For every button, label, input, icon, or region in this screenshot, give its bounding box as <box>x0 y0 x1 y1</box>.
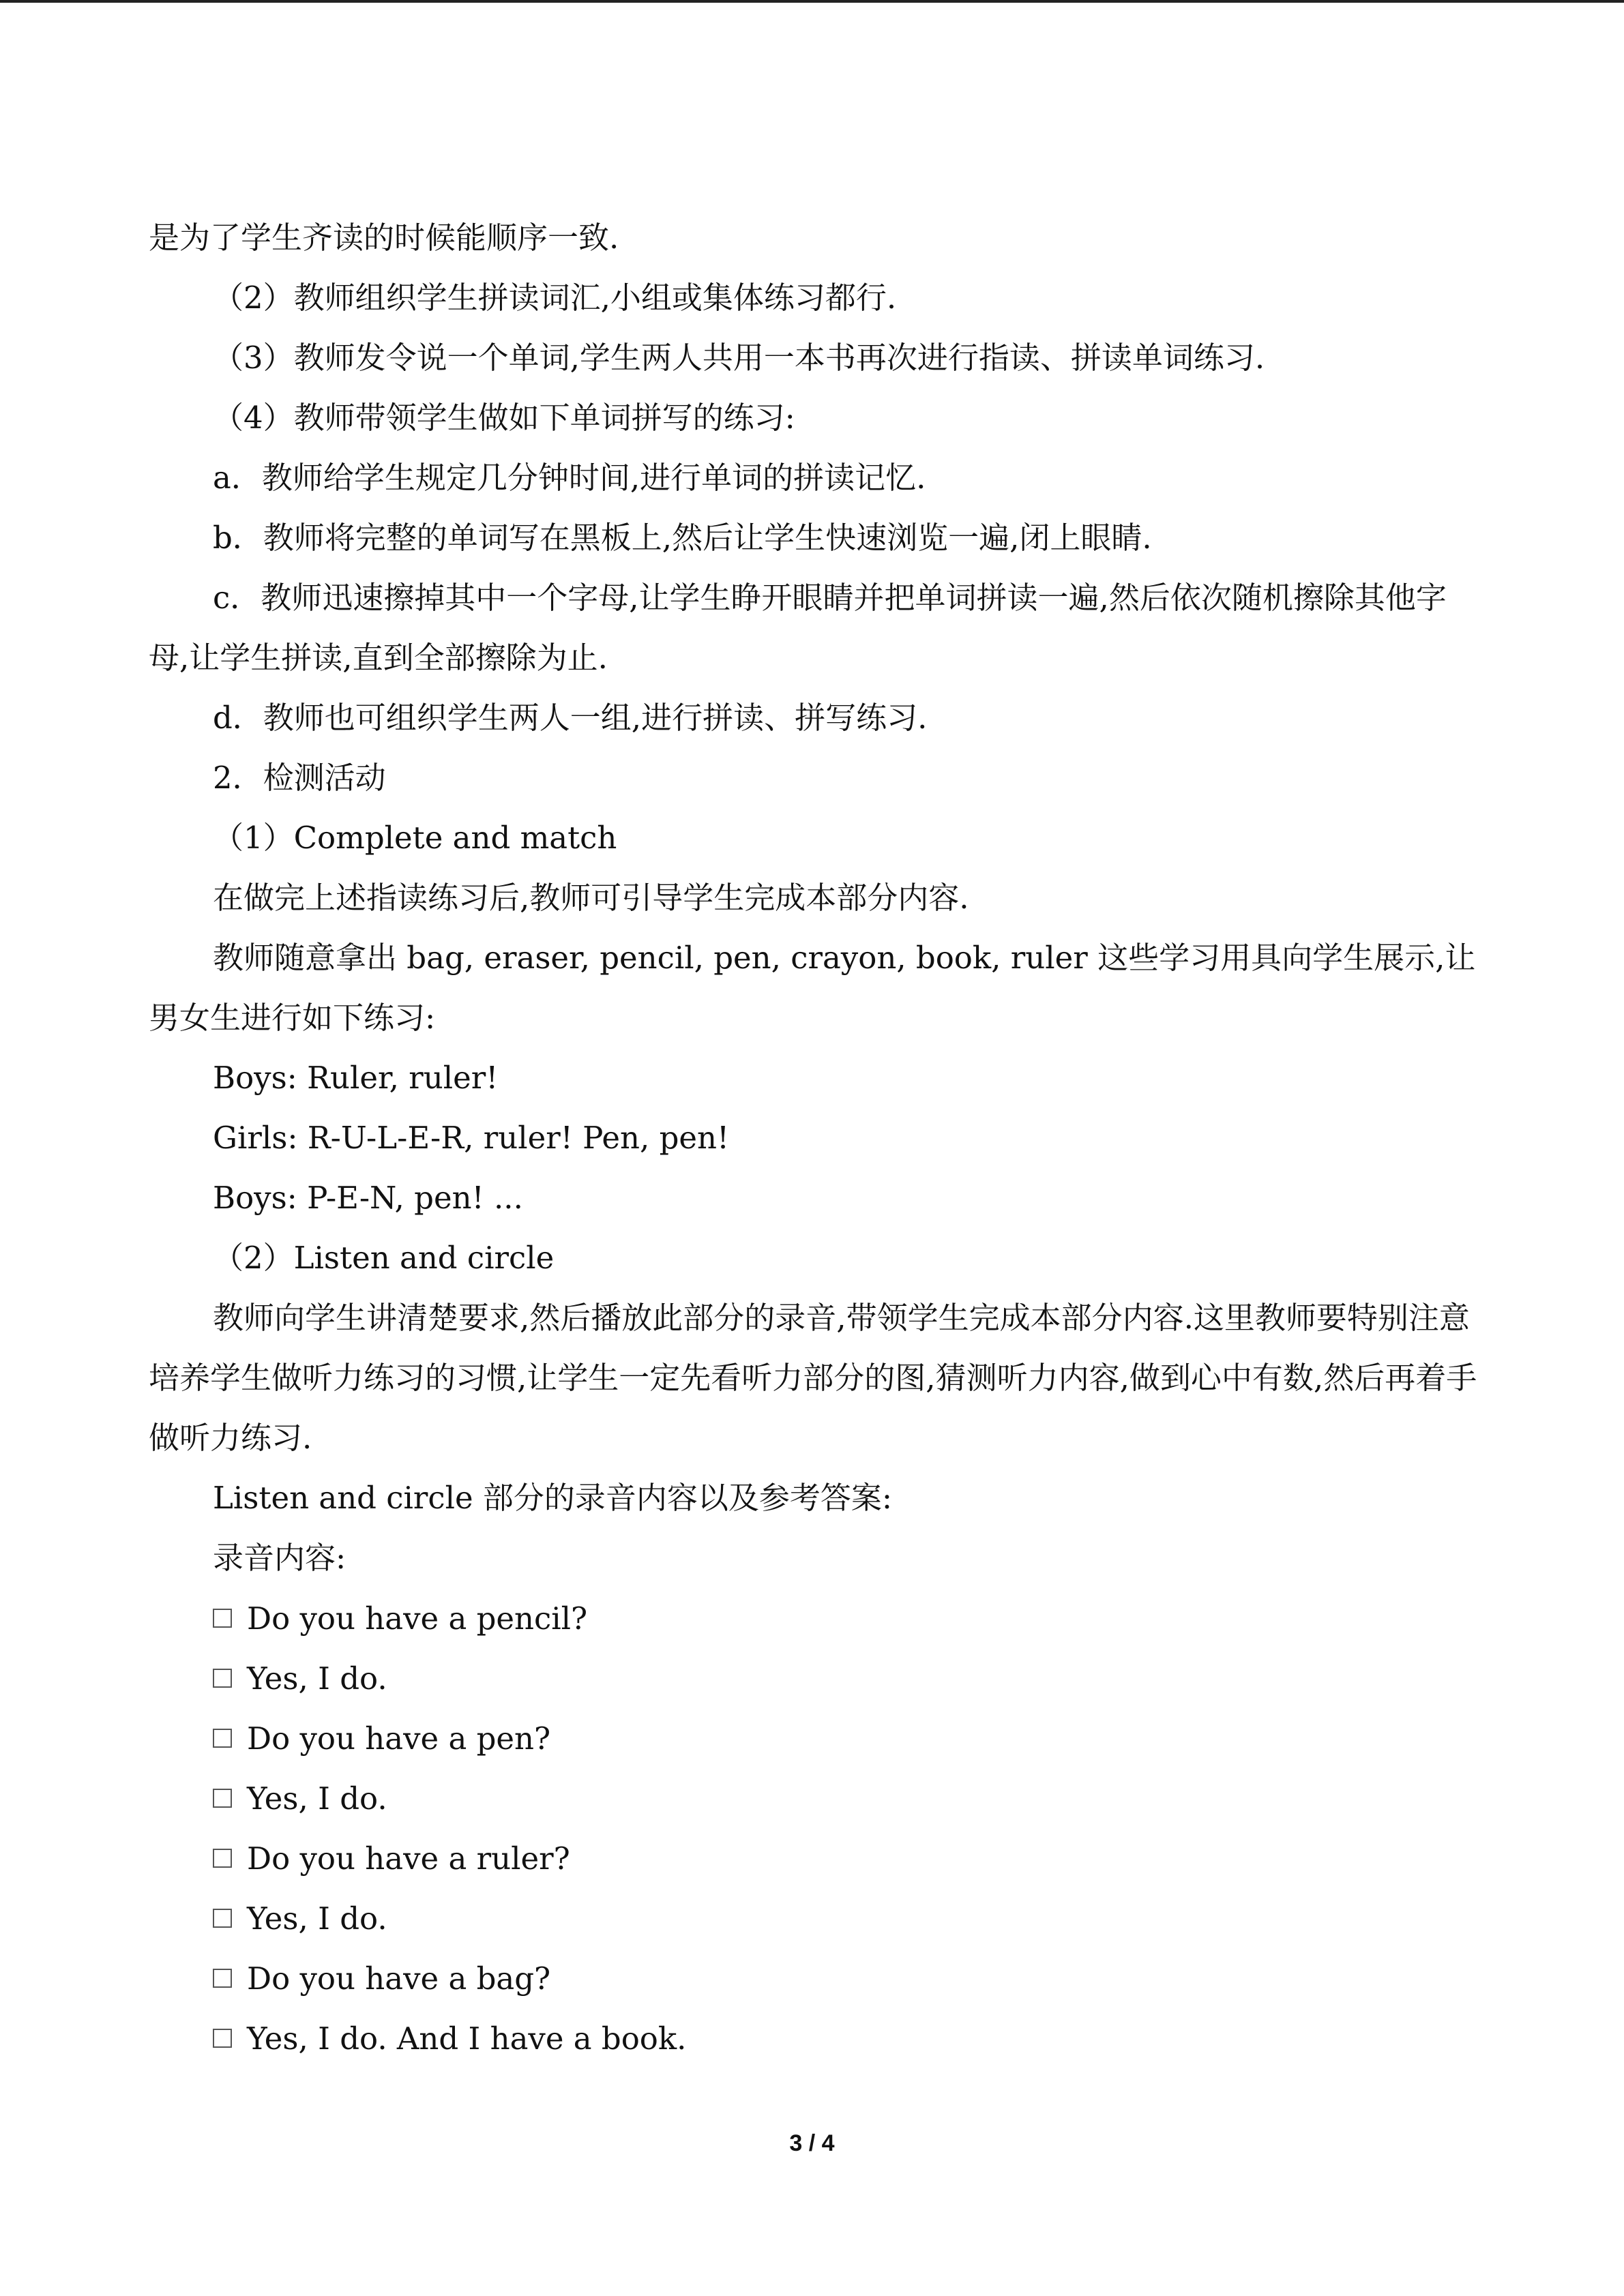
checklist-item <box>149 1648 1479 1708</box>
checklist-text: Yes, I do. And I have a book. <box>247 2020 687 2057</box>
checkbox-icon <box>213 1969 232 1988</box>
checklist-text: Yes, I do. <box>247 1900 387 1937</box>
checklist-text: Yes, I do. <box>247 1780 387 1817</box>
checkbox-icon <box>213 1849 232 1868</box>
section-heading: 2．检测活动 <box>213 760 386 796</box>
paragraph: Listen and circle 部分的录音内容以及参考答案: <box>213 1480 893 1516</box>
checklist-item <box>149 1828 1479 1888</box>
paragraph: b．教师将完整的单词写在黑板上,然后让学生快速浏览一遍,闭上眼睛. <box>213 520 1152 556</box>
checklist-text: Yes, I do. <box>247 1660 387 1697</box>
checklist-text: Do you have a pencil? <box>247 1600 588 1637</box>
page-number: 3 / 4 <box>789 2130 835 2156</box>
checklist-item <box>149 1768 1479 1828</box>
subsection-heading: （1）Complete and match <box>213 820 617 856</box>
paragraph: 录音内容: <box>213 1540 346 1576</box>
checklist-item <box>149 1588 1479 1648</box>
paragraph: c．教师迅速擦掉其中一个字母,让学生睁开眼睛并把单词拼读一遍,然后依次随机擦除其他字母,让学生拼读,直到全部擦除为止. <box>149 580 1447 676</box>
paragraph: （2）教师组织学生拼读词汇,小组或集体练习都行. <box>213 280 897 316</box>
checkbox-icon <box>213 1609 232 1628</box>
document-body <box>149 208 1479 2068</box>
checkbox-icon <box>213 1669 232 1688</box>
subsection-heading: （2）Listen and circle <box>213 1240 555 1276</box>
checkbox-icon <box>213 1729 232 1748</box>
checklist-text: Do you have a pen? <box>247 1720 551 1757</box>
checklist-item <box>149 1948 1479 2008</box>
paragraph: a．教师给学生规定几分钟时间,进行单词的拼读记忆. <box>213 460 926 496</box>
paragraph: 在做完上述指读练习后,教师可引导学生完成本部分内容. <box>213 880 969 916</box>
checklist-text: Do you have a bag? <box>247 1960 551 1997</box>
checklist-item <box>149 1888 1479 1948</box>
checklist-item <box>149 2008 1479 2068</box>
checkbox-icon <box>213 1789 232 1808</box>
paragraph: 是为了学生齐读的时候能顺序一致. <box>149 220 619 256</box>
checkbox-icon <box>213 1909 232 1928</box>
dialogue-line: Girls: R-U-L-E-R, ruler! Pen, pen! <box>213 1120 730 1156</box>
dialogue-line: Boys: Ruler, ruler! <box>213 1060 499 1096</box>
checkbox-icon <box>213 2029 232 2048</box>
checklist-text: Do you have a ruler? <box>247 1840 570 1877</box>
paragraph: （3）教师发令说一个单词,学生两人共用一本书再次进行指读、拼读单词练习. <box>213 340 1265 376</box>
paragraph: 教师随意拿出 bag, eraser, pencil, pen, crayon, book, ruler 这些学习用具向学生展示,让男女生进行如下练习: <box>149 940 1476 1036</box>
checklist-item <box>149 1708 1479 1768</box>
paragraph: d．教师也可组织学生两人一组,进行拼读、拼写练习. <box>213 700 928 736</box>
dialogue-line: Boys: P-E-N, pen! ... <box>213 1180 523 1216</box>
paragraph: 教师向学生讲清楚要求,然后播放此部分的录音,带领学生完成本部分内容.这里教师要特别注意培养学生做听力练习的习惯,让学生一定先看听力部分的图,猜测听力内容,做到心中有数,然后再着手做听力练习. <box>149 1300 1477 1456</box>
top-border <box>0 0 1624 3</box>
paragraph: （4）教师带领学生做如下单词拼写的练习: <box>213 400 795 436</box>
